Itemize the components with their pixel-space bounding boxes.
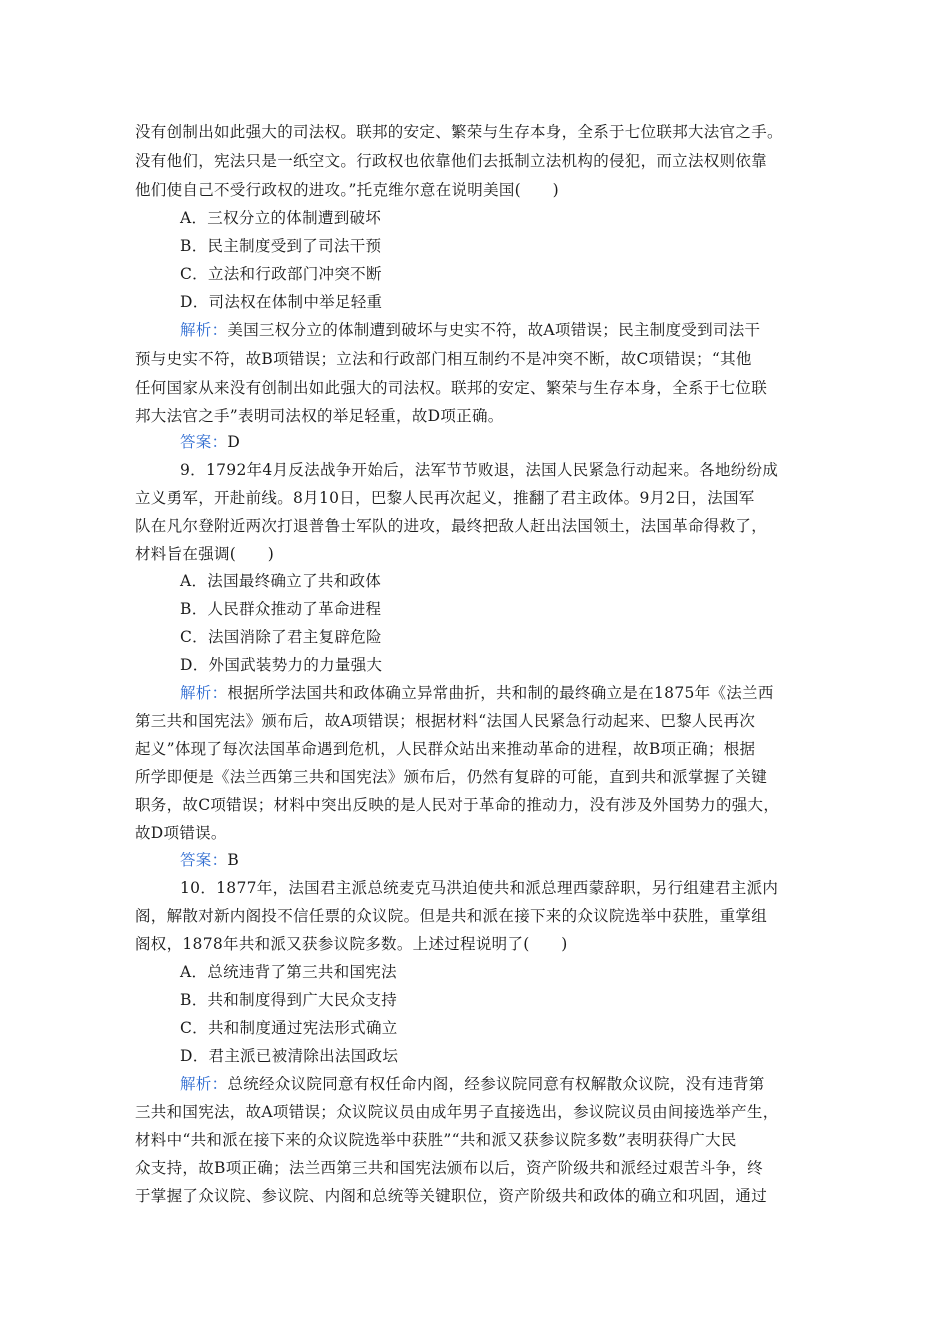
question-10-option-a: A．总统违背了第三共和国宪法 [180, 963, 397, 981]
question-8-stem-line-1: 没有创制出如此强大的司法权。联邦的安定、繁荣与生存本身，全系于七位联邦大法官之手。 [135, 123, 783, 141]
question-10-analysis-line-3: 材料中“共和派在接下来的众议院选举中获胜”“共和派又获参议院多数”表明获得广大民 [135, 1131, 737, 1149]
analysis-text: 根据所学法国共和政体确立异常曲折，共和制的最终确立是在1875年《法兰西 [227, 684, 774, 702]
question-9-option-b: B．人民群众推动了革命进程 [180, 600, 382, 618]
question-8-analysis-line-3: 任何国家从来没有创制出如此强大的司法权。联邦的安定、繁荣与生存本身，全系于七位联 [135, 379, 768, 397]
question-9-option-c: C．法国消除了君主复辟危险 [180, 628, 382, 646]
question-9-analysis-line-3: 起义”体现了每次法国革命遇到危机，人民群众站出来推动革命的进程，故B项正确；根据 [135, 740, 756, 758]
question-8-option-b: B．民主制度受到了司法干预 [180, 237, 382, 255]
question-9-analysis-line-5: 职务，故C项错误；材料中突出反映的是人民对于革命的推动力，没有涉及外国势力的强大， [135, 796, 780, 814]
answer-value: B [227, 851, 240, 869]
question-8-analysis-line-4: 邦大法官之手”表明司法权的举足轻重，故D项正确。 [135, 407, 504, 425]
question-9-analysis-line-1 [180, 683, 774, 703]
question-8-option-a: A．三权分立的体制遭到破坏 [180, 209, 382, 227]
question-9-analysis-line-2: 第三共和国宪法》颁布后，故A项错误；根据材料“法国人民紧急行动起来、巴黎人民再次 [135, 712, 756, 730]
question-9-option-a: A．法国最终确立了共和政体 [180, 572, 382, 590]
analysis-text: 美国三权分立的体制遭到破坏与史实不符，故A项错误；民主制度受到司法干 [227, 321, 761, 339]
question-10-stem-line-1: 10．1877年，法国君主派总统麦克马洪迫使共和派总理西蒙辞职，另行组建君主派内 [180, 879, 779, 897]
question-9-stem-line-4: 材料旨在强调( ) [135, 545, 275, 563]
analysis-label: 解析： [180, 321, 228, 339]
analysis-label: 解析： [180, 684, 228, 702]
question-9-answer [180, 850, 239, 870]
question-8-stem-line-2: 没有他们，宪法只是一纸空文。行政权也依靠他们去抵制立法机构的侵犯，而立法权则依靠 [135, 152, 768, 170]
question-9-stem-line-1: 9．1792年4月反法战争开始后，法军节节败退，法国人民紧急行动起来。各地纷纷成 [180, 461, 779, 479]
question-10-analysis-line-5: 于掌握了众议院、参议院、内阁和总统等关键职位，资产阶级共和政体的确立和巩固，通过 [135, 1187, 768, 1205]
question-8-answer [180, 432, 240, 452]
question-8-analysis-line-2: 预与史实不符，故B项错误；立法和行政部门相互制约不是冲突不断，故C项错误；“其他 [135, 350, 752, 368]
analysis-label: 解析： [180, 1075, 228, 1093]
question-10-analysis-line-1 [180, 1074, 765, 1094]
question-10-option-b: B．共和制度得到广大民众支持 [180, 991, 398, 1009]
answer-label: 答案： [180, 851, 228, 869]
question-8-stem-line-3: 他们使自己不受行政权的进攻。”托克维尔意在说明美国( ) [135, 181, 559, 199]
question-9-analysis-line-4: 所学即便是《法兰西第三共和国宪法》颁布后，仍然有复辟的可能，直到共和派掌握了关键 [135, 768, 768, 786]
answer-value: D [227, 433, 241, 451]
question-8-option-c: C．立法和行政部门冲突不断 [180, 265, 382, 283]
question-10-analysis-line-2: 三共和国宪法，故A项错误；众议院议员由成年男子直接选出，参议院议员由间接选举产生， [135, 1103, 779, 1121]
question-9-analysis-line-6: 故D项错误。 [135, 824, 227, 842]
question-10-stem-line-3: 阁权，1878年共和派又获参议院多数。上述过程说明了( ) [135, 935, 568, 953]
question-10-option-c: C．共和制度通过宪法形式确立 [180, 1019, 398, 1037]
question-10-analysis-line-4: 众支持，故B项正确；法兰西第三共和国宪法颁布以后，资产阶级共和派经过艰苦斗争，终 [135, 1159, 763, 1177]
question-10-stem-line-2: 阁，解散对新内阁投不信任票的众议院。但是共和派在接下来的众议院选举中获胜，重掌组 [135, 907, 768, 925]
question-8-analysis-line-1 [180, 320, 760, 340]
question-9-option-d: D．外国武装势力的力量强大 [180, 656, 383, 674]
question-9-stem-line-2: 立义勇军，开赴前线。8月10日，巴黎人民再次起义，推翻了君主政体。9月2日，法国军 [135, 489, 755, 507]
question-10-option-d: D．君主派已被清除出法国政坛 [180, 1047, 399, 1065]
question-8-option-d: D．司法权在体制中举足轻重 [180, 293, 383, 311]
analysis-text: 总统经众议院同意有权任命内阁，经参议院同意有权解散众议院，没有违背第 [227, 1075, 765, 1093]
answer-label: 答案： [180, 433, 228, 451]
question-9-stem-line-3: 队在凡尔登附近两次打退普鲁士军队的进攻，最终把敌人赶出法国领土，法国革命得救了， [135, 517, 768, 535]
